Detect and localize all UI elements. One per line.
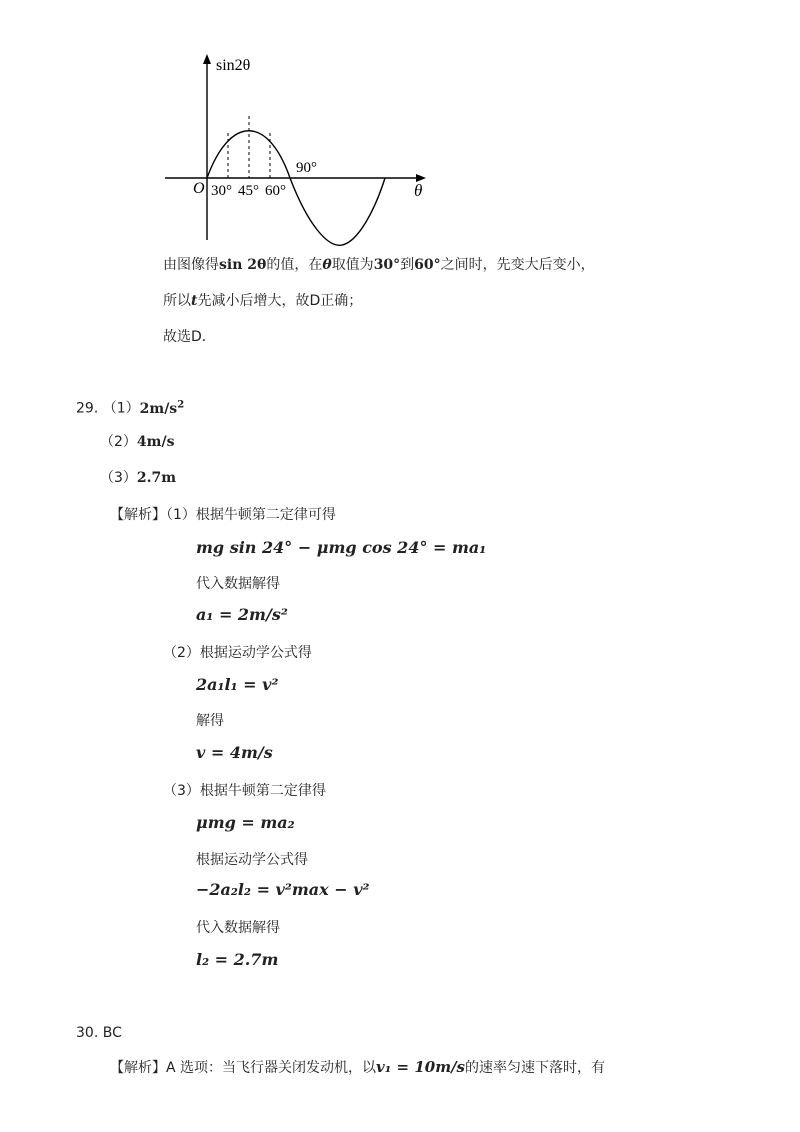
step-text: 代入数据解得: [196, 576, 280, 592]
analysis-line-1: [163, 255, 595, 275]
text: 的速率匀速下落时，有: [465, 1060, 605, 1076]
equation-4: v = 4m/s: [196, 743, 273, 762]
q29-answer-1: [76, 395, 184, 419]
analysis-line-3: 故选D．: [163, 329, 216, 345]
analysis-line-2: [163, 291, 362, 311]
step-text: 解得: [196, 713, 224, 729]
answer-value: 2.7m: [136, 470, 177, 486]
equation-3: 2a₁l₁ = v²: [196, 675, 279, 694]
math-t: t: [191, 293, 198, 309]
part-label: （2）: [100, 434, 137, 450]
q30-number: 30.: [76, 1025, 99, 1041]
equation-5: μmg = ma₂: [196, 813, 295, 832]
equation-7: l₂ = 2.7m: [196, 950, 279, 969]
step-text: 根据运动学公式得: [196, 852, 308, 868]
part-label: （3）: [100, 470, 137, 486]
q30-analysis: [110, 1056, 605, 1078]
equation-1: mg sin 24° − μmg cos 24° = ma₁: [196, 538, 487, 557]
q29-answer-3: [100, 468, 176, 488]
math-v1: v₁ = 10m/s: [376, 1058, 465, 1076]
y-axis-label: sin2θ: [216, 57, 251, 74]
analysis-tag: 【解析】: [110, 507, 166, 523]
y-axis-arrow: [203, 54, 211, 64]
step-text: 代入数据解得: [196, 920, 280, 936]
q29-number: 29.: [76, 400, 99, 417]
tick-30-label: 30°: [211, 183, 232, 199]
step-heading-2: （2）根据运动学公式得: [163, 645, 312, 661]
text: 之间时，先变大后变小，: [440, 257, 595, 273]
text: 由图像得: [163, 257, 219, 273]
step-heading: （1）根据牛顿第二定律可得: [166, 507, 336, 523]
math-60deg: 60°: [414, 257, 441, 273]
text: 先减小后增大，故D正确；: [197, 293, 363, 309]
answer-value: $2m/s^2$: [139, 399, 185, 417]
q29-analysis-head: [110, 505, 336, 525]
tick-60-label: 60°: [265, 183, 286, 199]
analysis-tag: 【解析】: [110, 1060, 166, 1076]
step-heading-3: （3）根据牛顿第二定律得: [163, 783, 326, 799]
math-30deg: 30°: [373, 257, 401, 273]
math-sin2theta: sin 2θ: [219, 257, 267, 273]
text: 到: [400, 257, 415, 273]
equation-2: a₁ = 2m/s²: [196, 605, 288, 624]
tick-45-label: 45°: [238, 183, 259, 199]
q30-answer: [76, 1023, 122, 1043]
answer-value: BC: [102, 1025, 122, 1041]
text: 的值，在: [266, 257, 323, 273]
sine-curve: [207, 131, 385, 246]
answer-value: 4m/s: [136, 434, 175, 450]
label-90: 90°: [296, 160, 317, 176]
q29-answer-2: [100, 432, 174, 452]
text: 取值为: [331, 257, 374, 273]
text: A 选项：当飞行器关闭发动机，以: [166, 1060, 377, 1076]
sine-graph: [150, 50, 440, 255]
equation-6: −2a₂l₂ = v²max − v²: [196, 880, 370, 899]
text: 所以: [163, 293, 191, 309]
part-label: （1）: [102, 400, 140, 417]
origin-label: O: [193, 180, 205, 197]
x-axis-label: θ: [414, 181, 423, 200]
math-theta: θ: [322, 257, 332, 273]
